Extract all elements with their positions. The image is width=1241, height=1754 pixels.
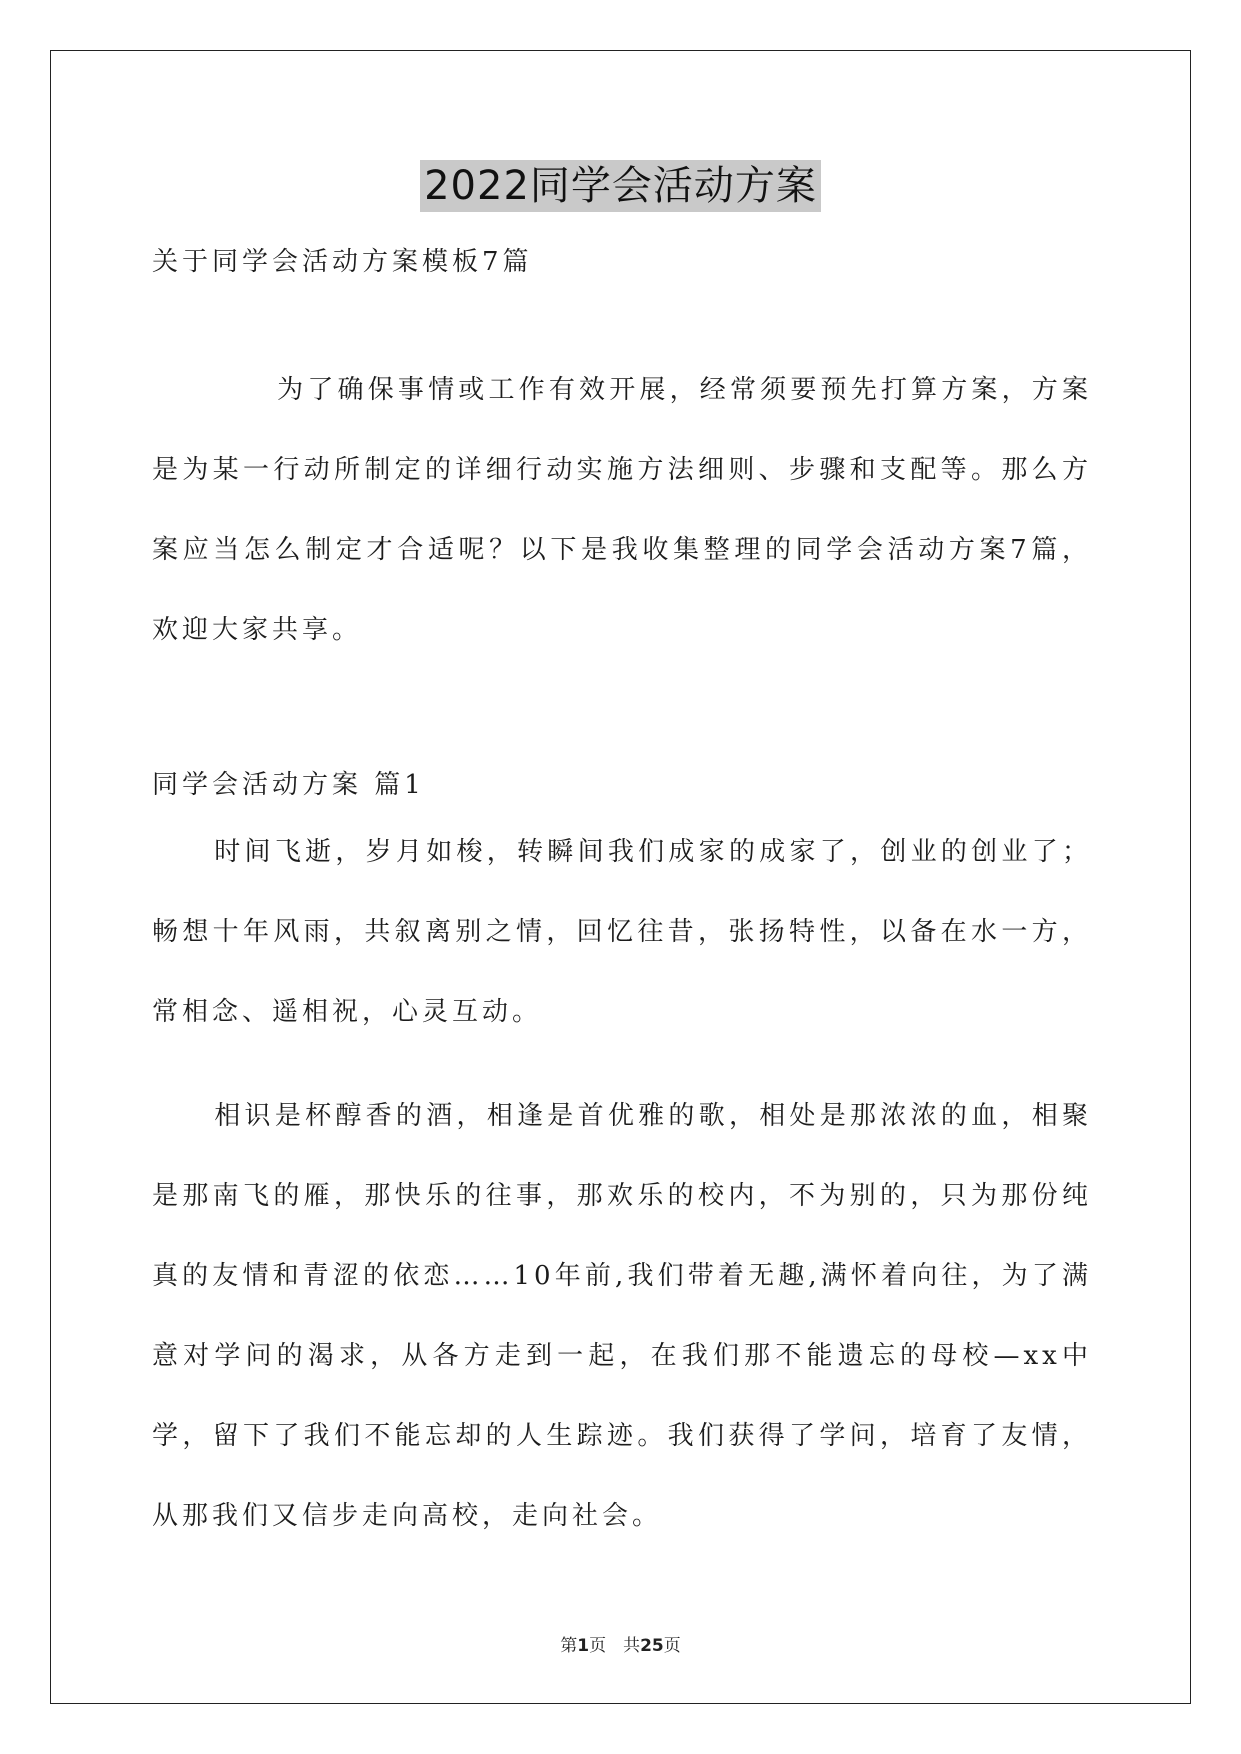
intro-text: 为了确保事情或工作有效开展，经常须要预先打算方案，方案是为某一行动所制定的详细行动实施方法细则、步骤和支配等。那么方案应当怎么制定才合适呢？以下是我收集整理的同学会活动方案7篇，欢迎大家共享。	[152, 375, 1092, 645]
page-current-number: 1	[577, 1636, 590, 1656]
document-title: 2022同学会活动方案	[420, 160, 821, 212]
page-prefix: 第	[560, 1636, 578, 1656]
section-heading: 同学会活动方案 篇1	[152, 770, 425, 800]
body-paragraph	[152, 812, 1092, 1052]
page-mid: 页 共	[589, 1636, 641, 1656]
page-suffix: 页	[663, 1636, 681, 1656]
body-paragraph	[152, 1076, 1092, 1556]
page-total-number: 25	[640, 1636, 664, 1656]
paragraph-text: 相识是杯醇香的酒，相逢是首优雅的歌，相处是那浓浓的血，相聚是那南飞的雁，那快乐的往事，那欢乐的校内，不为别的，只为那份纯真的友情和青涩的依恋……10年前,我们带着无趣,满怀着向往，为了满意对学问的渴求，从各方走到一起，在我们那不能遗忘的母校—xx中学，留下了我们不能忘却的人生踪迹。我们获得了学问，培育了友情，从那我们又信步走向高校，走向社会。	[152, 1101, 1092, 1531]
title-container	[0, 160, 1241, 212]
document-subtitle: 关于同学会活动方案模板7篇	[152, 247, 533, 277]
page-footer	[0, 1631, 1241, 1656]
intro-paragraph	[152, 350, 1092, 670]
paragraph-text: 时间飞逝，岁月如梭，转瞬间我们成家的成家了，创业的创业了；畅想十年风雨，共叙离别之情，回忆往昔，张扬特性，以备在水一方，常相念、遥相祝，心灵互动。	[152, 837, 1092, 1027]
